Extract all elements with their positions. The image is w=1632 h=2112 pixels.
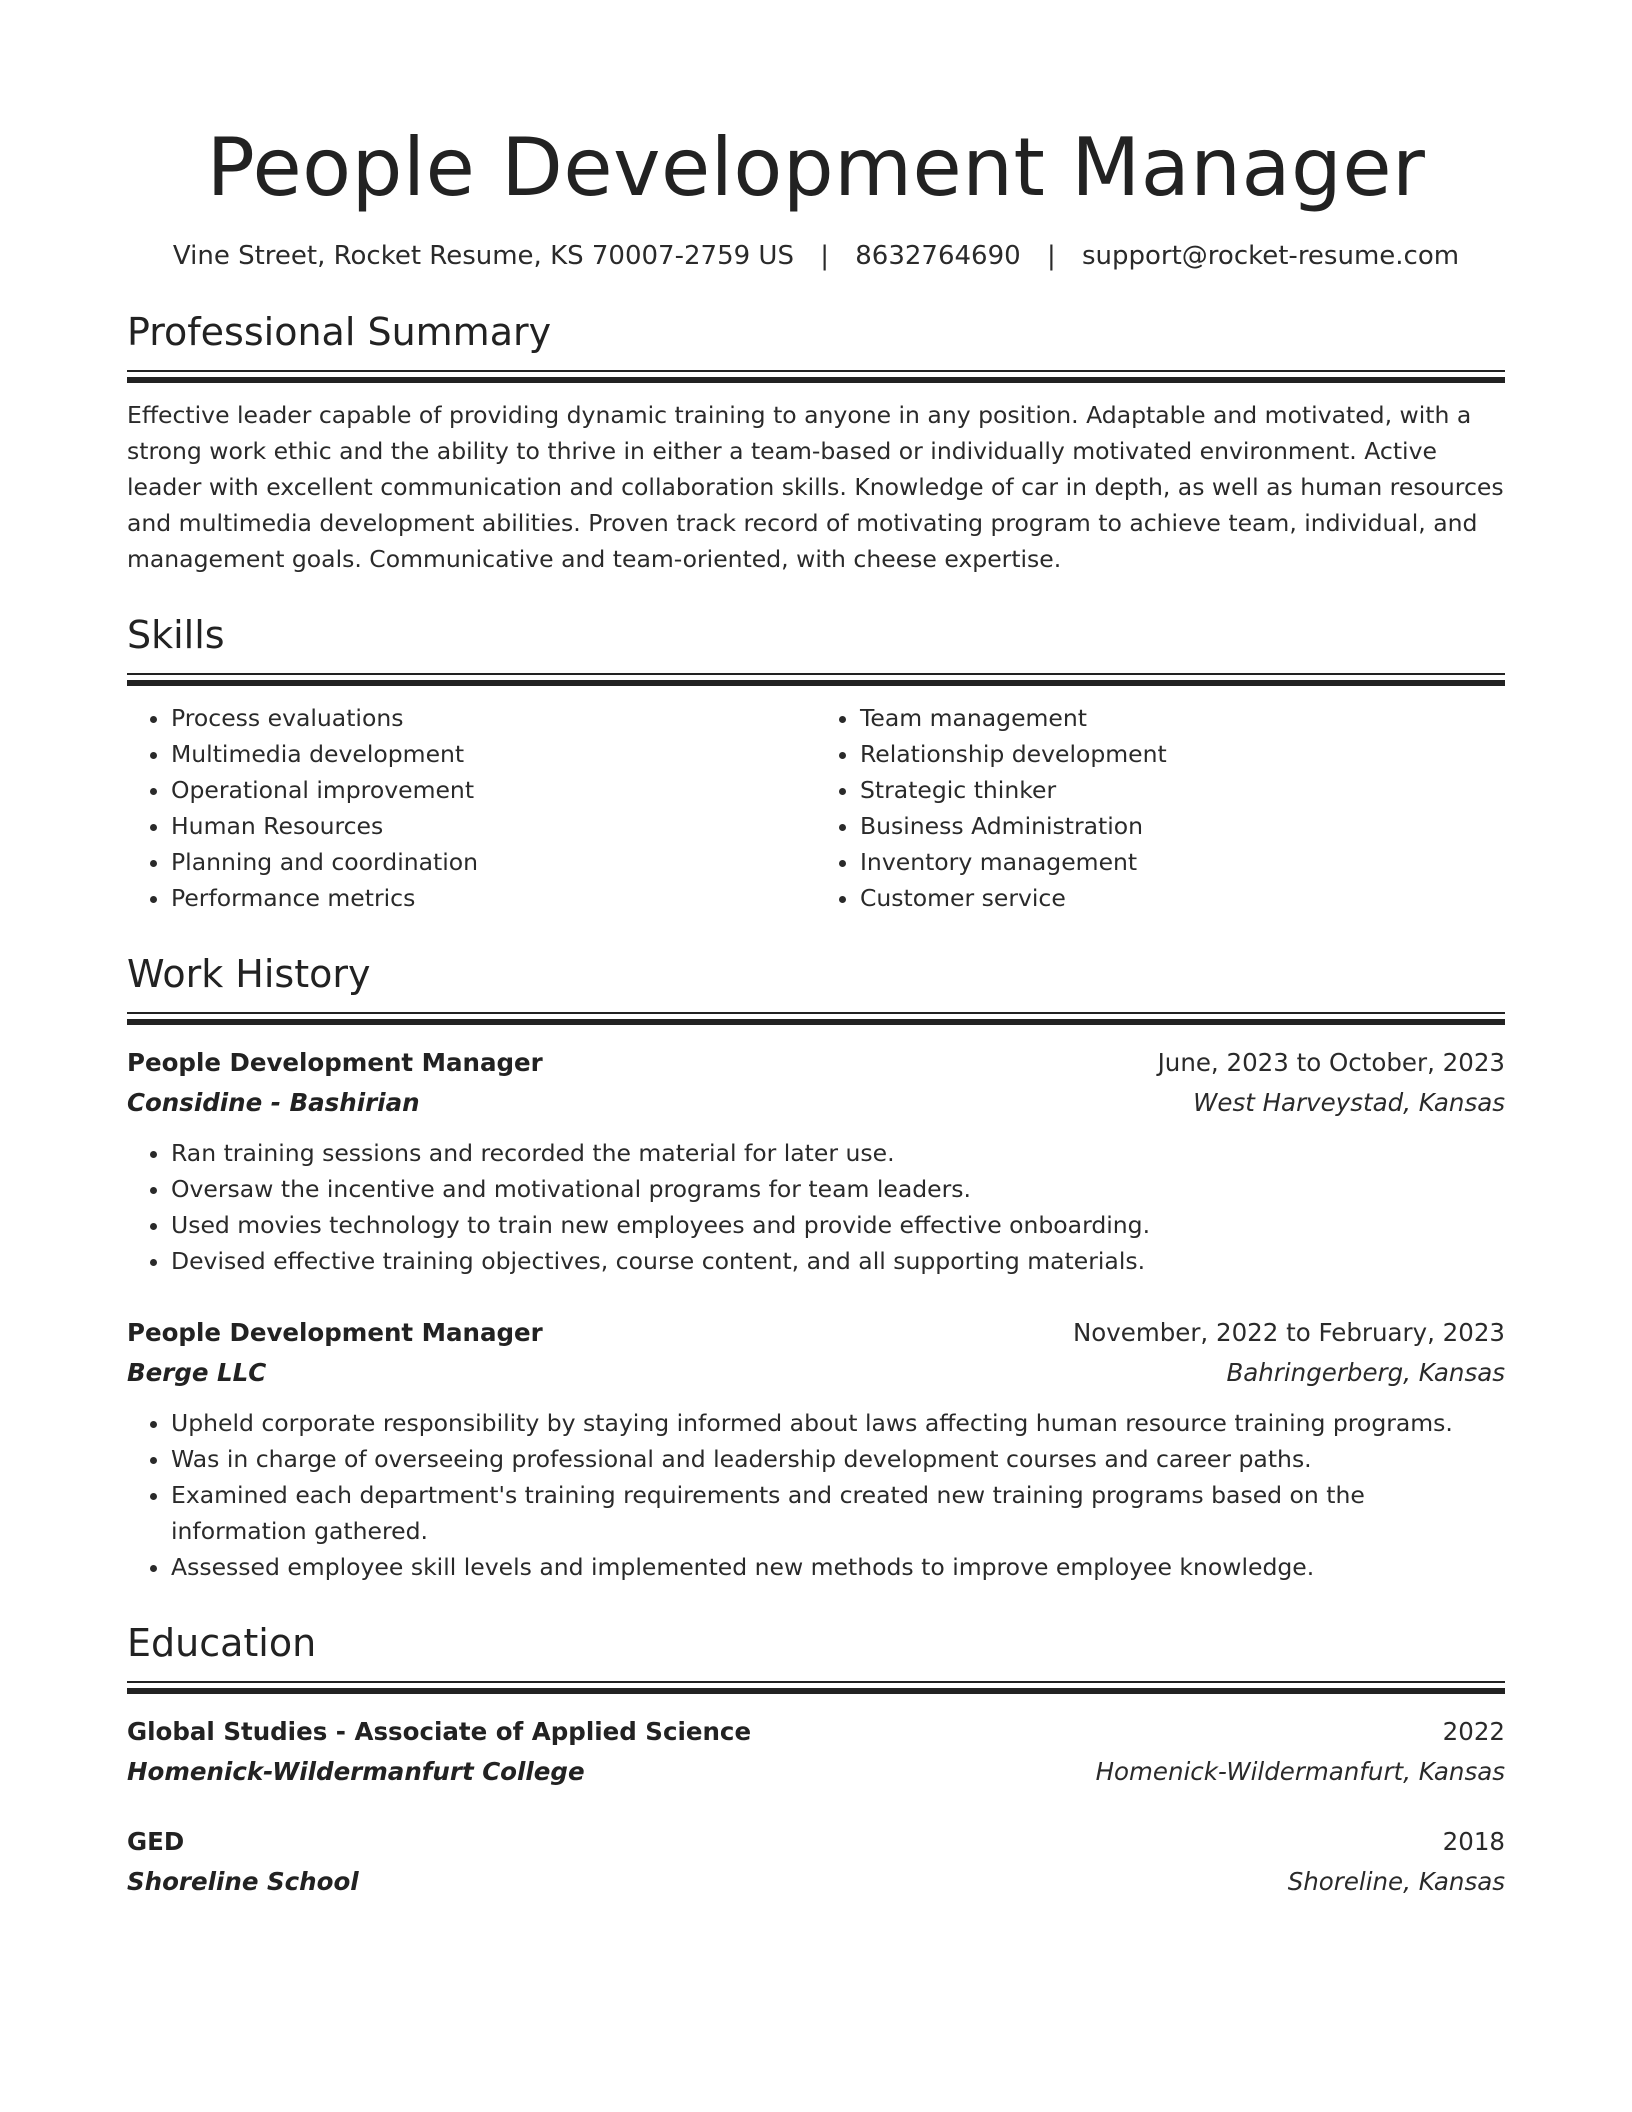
section-title-education: Education [127, 1621, 317, 1665]
skill-item: • Multimedia development [171, 736, 816, 772]
section-title-summary: Professional Summary [127, 310, 552, 354]
contact-separator: | [1046, 241, 1056, 271]
job-title: People Development Manager [127, 1318, 543, 1347]
skill-item: • Customer service [860, 880, 1505, 916]
job-bullet: • Assessed employee skill levels and implemented new methods to improve employee knowledge. [171, 1549, 1505, 1585]
job-bullet: • Used movies technology to train new employees and provide effective onboarding. [171, 1207, 1505, 1243]
education-year: 2018 [1442, 1827, 1505, 1856]
job-company-row [127, 1083, 1505, 1123]
section-divider [127, 1681, 1505, 1694]
education-entry [127, 1712, 1505, 1792]
section-divider [127, 1012, 1505, 1025]
job-bullet: • Was in charge of overseeing professional and leadership development courses and career paths. [171, 1441, 1505, 1477]
skills-columns [127, 700, 1505, 916]
contact-email: support@rocket-resume.com [1081, 241, 1460, 271]
education-section [127, 1619, 1505, 1902]
education-entry [127, 1822, 1505, 1902]
skill-item: • Performance metrics [171, 880, 816, 916]
education-location: Homenick-Wildermanfurt, Kansas [1095, 1757, 1505, 1786]
skills-section [127, 611, 1505, 916]
skills-list-right [816, 700, 1505, 916]
contact-separator: | [820, 241, 829, 271]
contact-phone: 8632764690 [855, 241, 1021, 271]
education-degree: GED [127, 1827, 185, 1856]
skill-item: • Process evaluations [171, 700, 816, 736]
job-company: Considine - Bashirian [127, 1088, 420, 1117]
job-company-row [127, 1353, 1505, 1393]
job-entry [127, 1313, 1505, 1585]
summary-section [127, 308, 1505, 577]
skill-item: • Business Administration [860, 808, 1505, 844]
education-header-row [127, 1712, 1505, 1752]
section-title-skills: Skills [127, 613, 225, 657]
skill-item: • Human Resources [171, 808, 816, 844]
job-bullet: • Ran training sessions and recorded the material for later use. [171, 1135, 1505, 1171]
work-history-section [127, 950, 1505, 1585]
job-location: West Harveystad, Kansas [1193, 1088, 1505, 1117]
job-location: Bahringerberg, Kansas [1226, 1358, 1505, 1387]
education-school-row [127, 1862, 1505, 1902]
job-bullets [127, 1135, 1505, 1279]
section-divider [127, 370, 1505, 383]
skills-list-left [127, 700, 816, 916]
job-title: People Development Manager [127, 1048, 543, 1077]
job-company: Berge LLC [127, 1358, 267, 1387]
skill-item: • Planning and coordination [171, 844, 816, 880]
education-school: Shoreline School [127, 1867, 359, 1896]
education-location: Shoreline, Kansas [1287, 1867, 1505, 1896]
job-dates: November, 2022 to February, 2023 [1072, 1318, 1505, 1347]
section-title-work-history: Work History [127, 952, 371, 996]
job-bullets [127, 1405, 1505, 1585]
skill-item: • Inventory management [860, 844, 1505, 880]
job-header-row [127, 1043, 1505, 1083]
education-school: Homenick-Wildermanfurt College [127, 1757, 585, 1786]
section-divider [127, 673, 1505, 686]
education-school-row [127, 1752, 1505, 1792]
contact-line [127, 238, 1505, 274]
skill-item: • Strategic thinker [860, 772, 1505, 808]
candidate-name: People Development Manager [206, 121, 1426, 214]
education-header-row [127, 1822, 1505, 1862]
skill-item: • Team management [860, 700, 1505, 736]
summary-text: Effective leader capable of providing dynamic training to anyone in any position. Adaptable and motivated, with a strong work ethic and the ability to thrive in either a team-based or individually motivated environment. Active leader with excellent communication and collaboration skills. Knowledge of car in depth, as well as human resources and multimedia development abilities. Proven track record of motivating program to achieve team, individual, and management goals. Communicative and team-oriented, with cheese expertise. [127, 401, 1504, 573]
job-bullet: • Examined each department's training requirements and created new training programs based on the information gathered. [171, 1477, 1505, 1549]
job-bullet: • Oversaw the incentive and motivational programs for team leaders. [171, 1171, 1505, 1207]
education-year: 2022 [1442, 1717, 1505, 1746]
job-dates: June, 2023 to October, 2023 [1157, 1048, 1505, 1077]
job-bullet: • Upheld corporate responsibility by staying informed about laws affecting human resource training programs. [171, 1405, 1505, 1441]
job-header-row [127, 1313, 1505, 1353]
skill-item: • Relationship development [860, 736, 1505, 772]
skill-item: • Operational improvement [171, 772, 816, 808]
education-degree: Global Studies - Associate of Applied Science [127, 1717, 752, 1746]
job-entry [127, 1043, 1505, 1279]
job-bullet: • Devised effective training objectives, course content, and all supporting materials. [171, 1243, 1505, 1279]
contact-address: Vine Street, Rocket Resume, KS 70007-2759 US [172, 241, 794, 271]
